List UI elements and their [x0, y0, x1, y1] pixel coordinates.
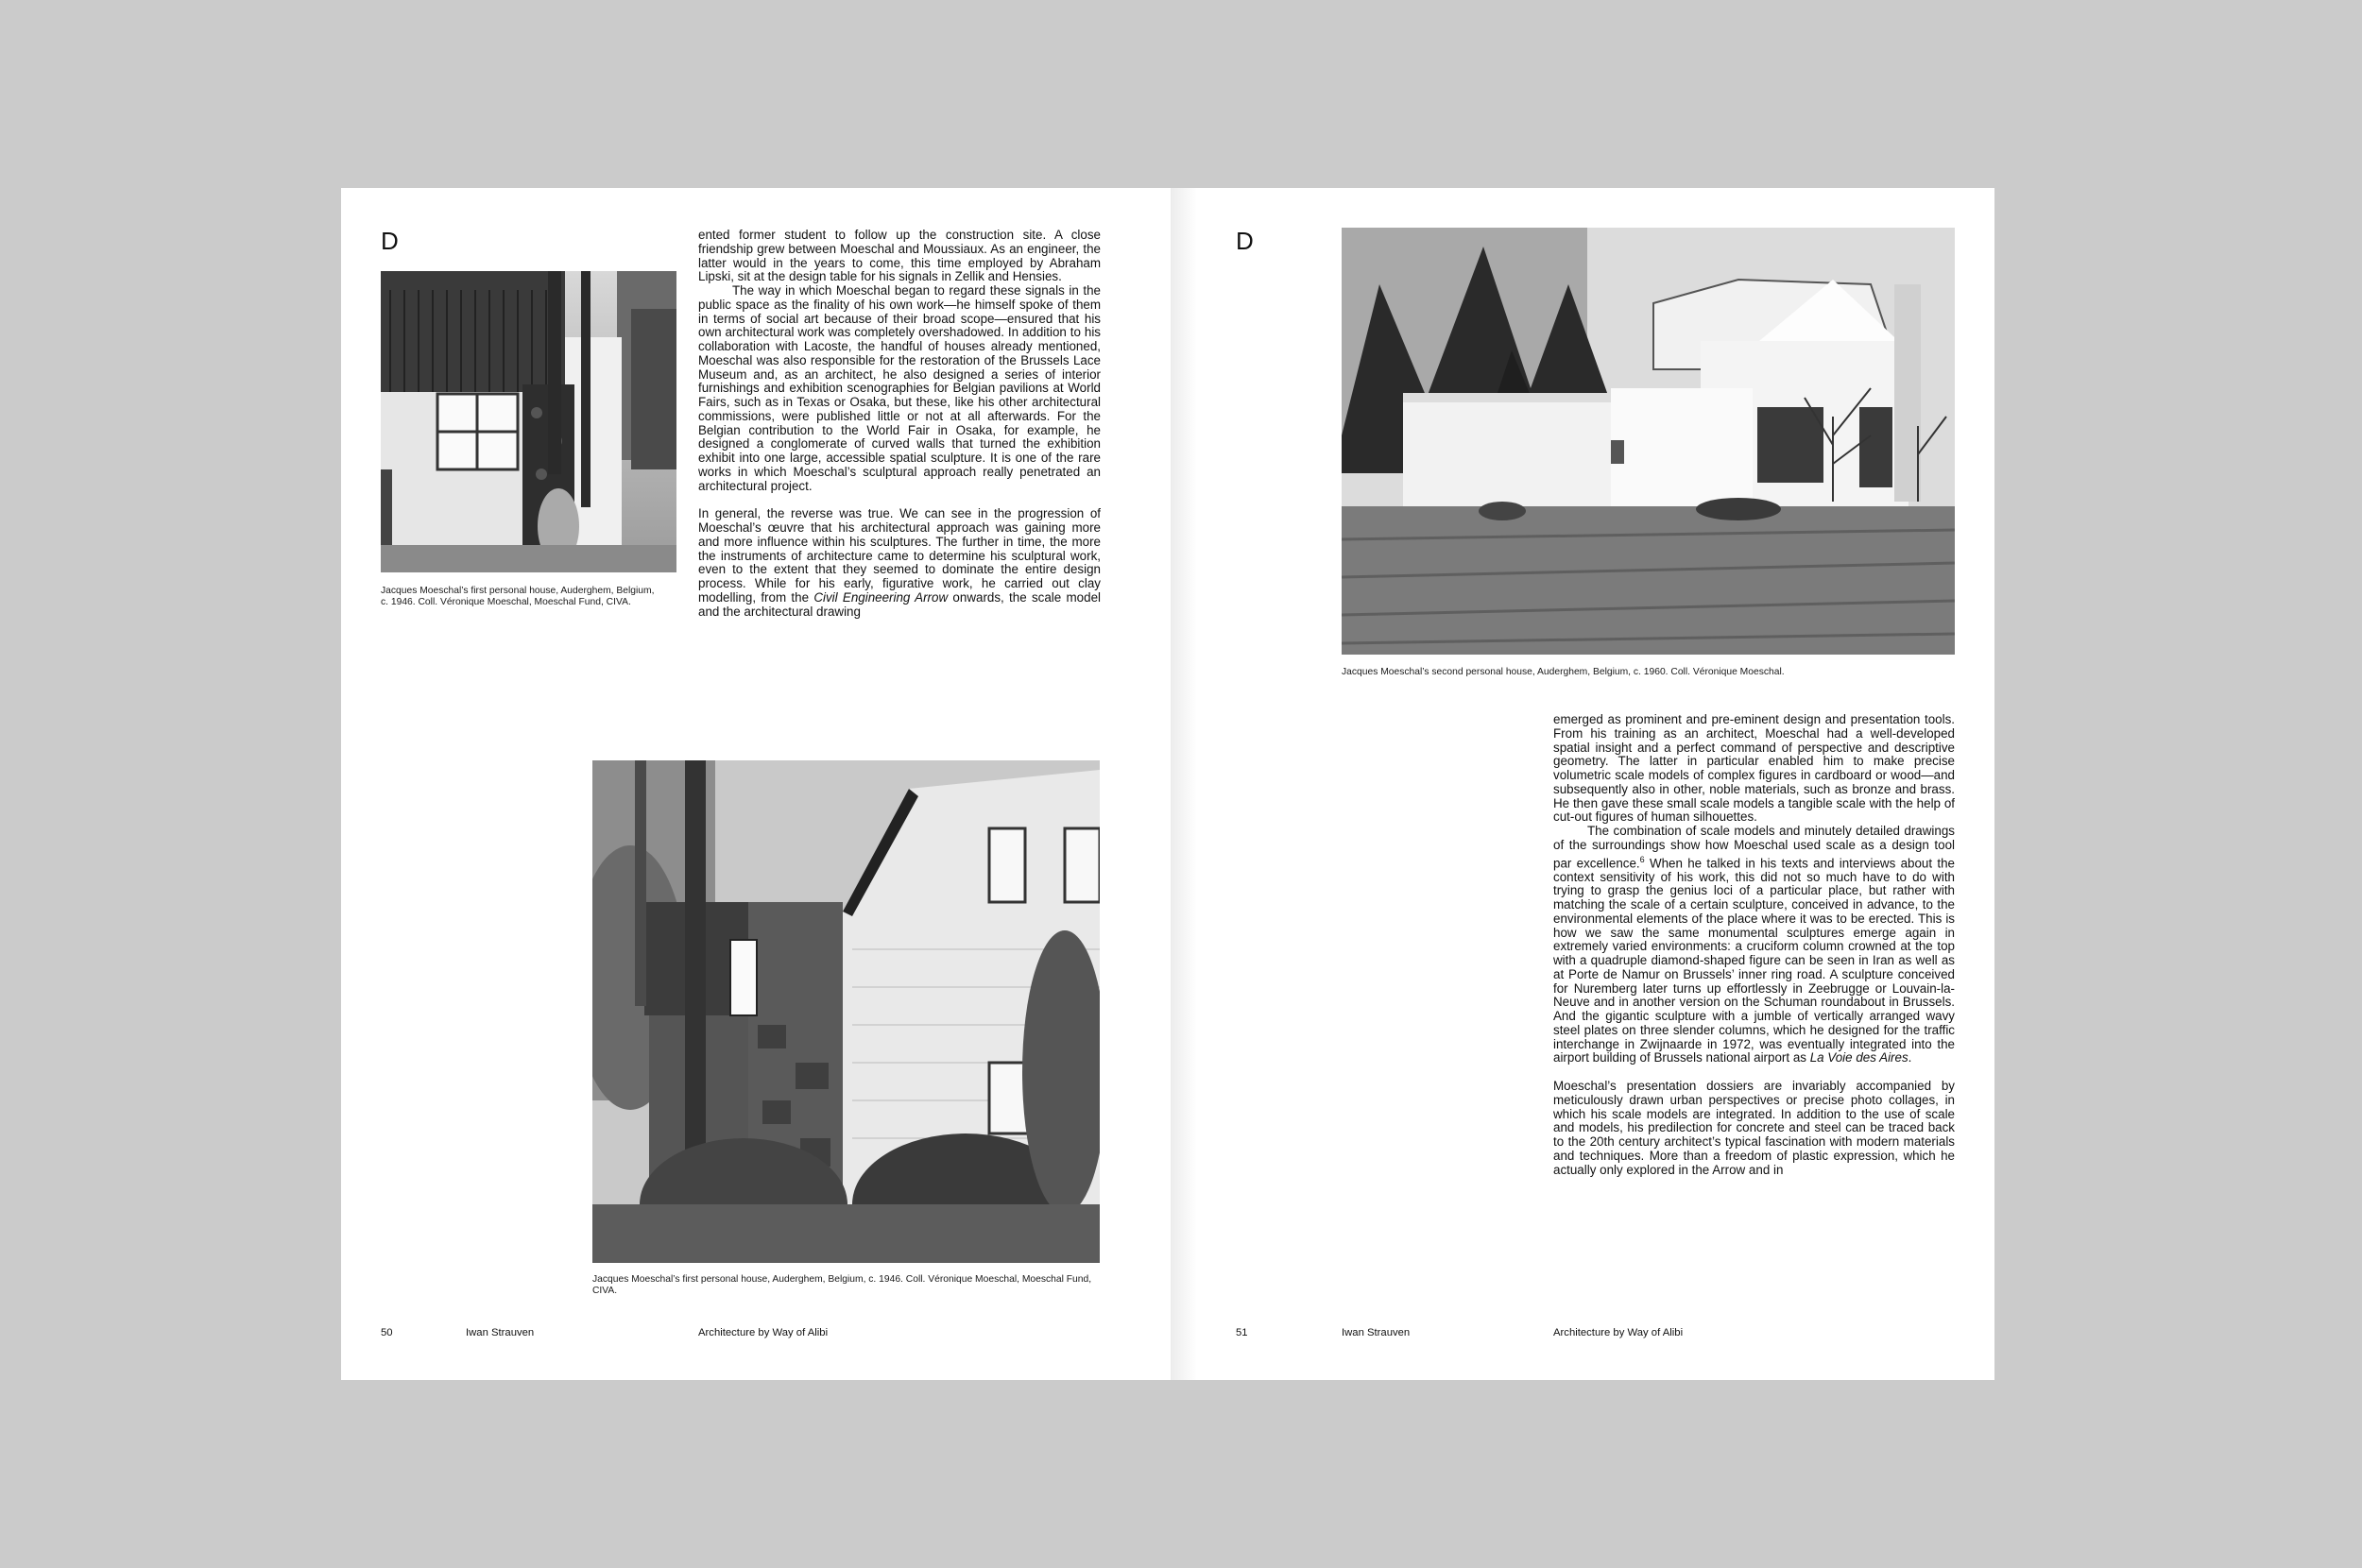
photo-1-caption: Jacques Moeschal’s first personal house, Auderghem, Belgium, c. 1946. Coll. Véronique Moeschal, Moeschal Fund, CIVA. — [381, 586, 655, 607]
paragraph: ented former student to follow up the construction site. A close friendship grew between Moeschal and Moussiaux. As an engineer, the latter would in the years to come, this time employed by Abraham Lipski, sit at the design table for his signals in Zellik and Hensies. — [698, 228, 1101, 284]
house-photo-1 — [381, 271, 676, 572]
section-letter: D — [1236, 227, 1254, 255]
right-page — [1171, 188, 1994, 1380]
paragraph: emerged as prominent and pre-eminent design and presentation tools. From his training as an architect, Moeschal had a well-developed spatial insight and a perfect command of perspective and descriptive geometry. The latter in particular enabled him to make precise volumetric scale models of complex figures in cardboard or wood—and subsequently also in other, noble materials, such as bronze and brass. He then gave these small scale models a tangible scale with the help of cut-out figures of human silhouettes. — [1553, 712, 1955, 825]
section-letter: D — [381, 227, 399, 255]
house-photo-3 — [1342, 228, 1955, 655]
house-photo-2 — [592, 760, 1100, 1263]
photo-2-caption: Jacques Moeschal’s first personal house, Auderghem, Belgium, c. 1946. Coll. Véronique Moeschal, Moeschal Fund, CIVA. — [592, 1274, 1092, 1296]
page-number: 50 — [381, 1327, 393, 1338]
footnote-marker[interactable]: 6 — [1639, 854, 1645, 864]
running-title: Architecture by Way of Alibi — [1553, 1327, 1684, 1338]
paragraph: In general, the reverse was true. We can see in the progression of Moeschal’s œuvre that his architectural approach was gaining more and more influence within his sculptures. The further in time, the more the instruments of architecture came to determine his sculptural work, even to the extent that they seemed to dominate the entire design process. While for his early, figurative work, he carried out clay modelling, from the Civil Engineering Arrow onwards, the scale model and the architectural drawing — [698, 506, 1101, 619]
author-name: Iwan Strauven — [466, 1327, 535, 1338]
left-text-column — [698, 229, 1101, 619]
paragraph: Moeschal’s presentation dossiers are invariably accompanied by meticulously drawn urban perspectives or precise photo collages, in which his scale models are integrated. In addition to the use of scale and models, his predilection for concrete and steel can be traced back to the 20th century architect’s typical fascination with modern materials and techniques. More than a freedom of plastic expression, which he actually only explored in the Arrow and in — [1553, 1079, 1955, 1177]
photo-3-caption: Jacques Moeschal’s second personal house, Auderghem, Belgium, c. 1960. Coll. Véronique Moeschal. — [1342, 667, 1785, 677]
running-title: Architecture by Way of Alibi — [698, 1327, 829, 1338]
page-number: 51 — [1236, 1327, 1248, 1338]
paragraph: The way in which Moeschal began to regard these signals in the public space as the finality of his own work—he himself spoke of them in terms of social art because of their broad scope—ensured that his own architectural work was completely overshadowed. In addition to his collaboration with Lacoste, the handful of houses already mentioned, Moeschal was also responsible for the restoration of the Brussels Lace Museum and, as an architect, he also designed a series of interior furnishings and exhibition scenographies for Belgian pavilions at World Fairs, such as in Texas or Osaka, but these, like his other architectural commissions, were published little or not at all afterwards. For the Belgian contribution to the World Fair in Osaka, for example, he designed a conglomerate of curved walls that turned the exhibition exhibit into one large, accessible spatial sculpture. It is one of the rare works in which Moeschal’s sculptural approach really penetrated an architectural project. — [698, 283, 1101, 493]
author-name: Iwan Strauven — [1342, 1327, 1411, 1338]
right-text-column — [1553, 713, 1955, 1177]
paragraph: The combination of scale models and minutely detailed drawings of the surroundings show how Moeschal used scale as a design tool par excellence.$^6$ When he talked in his texts and interviews about the context sensitivity of his work, this did not so much have to do with trying to grasp the genius loci of a particular place, but rather with matching the scale of a certain sculpture, conceived in advance, to the environmental elements of the place where it was to be erected. This is how we saw the same monumental sculptures emerge again in extremely varied environments: a cruciform column crowned at the top with a quadruple diamond-shaped figure can be seen in Iran as well as at Porte de Namur on Brussels’ inner ring road. A sculpture conceived for Nuremberg later turns up effortlessly in Zeebrugge or Louvain-la-Neuve and in another version on the Schuman roundabout in Brussels. And the gigantic sculpture with a jumble of vertically arranged wavy steel plates on three slender columns, which he designed for the traffic interchange in Zwijnaarde in 1972, was eventually integrated into the airport building of Brussels national airport as La Voie des Aires. — [1553, 824, 1955, 1065]
left-page — [341, 188, 1171, 1380]
